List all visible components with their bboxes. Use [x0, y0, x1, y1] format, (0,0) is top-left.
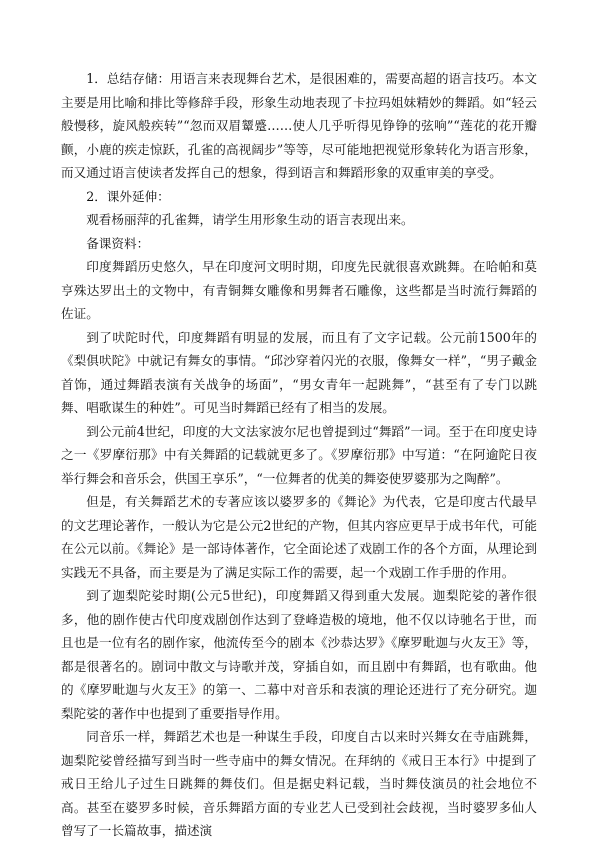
paragraph-materials-heading: 备课资料： — [86, 235, 150, 251]
paragraph-kalidasa: 到了迦梨陀娑时期(公元5世纪)，印度舞蹈又得到重大发展。迦梨陀娑的著作很多，他的剧作使古代印度戏剧创作达到了登峰造极的境地，他不仅以诗驰名于世，而且也是一位有名的剧作家，他流传至今的剧本《沙恭达罗》《摩罗毗迦与火友王》等，都是很著名的。剧词中散文与诗歌并茂，穿插自如，而且剧中有舞蹈，也有歌曲。他的《摩罗毗迦与火友王》的第一、二幕中对音乐和表演的理论还进行了充分研究。迦梨陀娑的著作中也提到了重要指导作用。 — [61, 588, 537, 721]
paragraph-indus-history: 印度舞蹈历史悠久，早在印度河文明时期，印度先民就很喜欢跳舞。在哈帕和莫亨殊达罗出土的文物中，有青铜舞女雕像和男舞者石雕像，这些都是当时流行舞蹈的佐证。 — [61, 259, 537, 321]
paragraph-extension-heading: 2．课外延伸： — [86, 188, 170, 204]
document-body — [61, 67, 537, 843]
paragraph-temple-dancers: 同音乐一样，舞蹈艺术也是一种谋生手段，印度自古以来时兴舞女在寺庙跳舞，迦梨陀娑曾经描写到当时一些寺庙中的舞女情况。在拜纳的《戒日王本行》中提到了戒日王给儿子过生日跳舞的舞伎们。但是据史料记载，当时舞伎演员的社会地位不高。甚至在婆罗多时候，音乐舞蹈方面的专业艺人已受到社会歧视，当时婆罗多仙人曾写了一长篇故事，描述演 — [61, 729, 537, 838]
paragraph-natyashastra: 但是，有关舞蹈艺术的专著应该以婆罗多的《舞论》为代表，它是印度古代最早的文艺理论著作，一般认为它是公元2世纪的产物，但其内容应更早于成书年代，可能在公元以前。《舞论》是一部诗体著作，它全面论述了戏剧工作的各个方面，从理论到实践无不具备，而主要是为了满足实际工作的需要，起一个戏剧工作手册的作用。 — [61, 494, 537, 580]
paragraph-ramayana: 到公元前4世纪，印度的大文法家波尔尼也曾提到过“舞蹈”一词。至于在印度史诗之一《罗摩衍那》中有关舞蹈的记载就更多了。《罗摩衍那》中写道：“在阿逾陀日夜举行舞会和音乐会，供国王享乐”，“一位舞者的优美的舞姿使罗婆那为之陶醉”。 — [61, 423, 537, 486]
paragraph-vedic-period: 到了吠陀时代，印度舞蹈有明显的发展，而且有了文字记载。公元前1500年的《梨俱吠陀》中就记有舞女的事情。“邱沙穿着闪光的衣服，像舞女一样”，“男子戴金首饰，通过舞蹈表演有关战争的场面”，“男女青年一起跳舞”，“甚至有了专门以跳舞、唱歌谋生的种姓”。可见当时舞蹈已经有了相当的发展。 — [61, 329, 537, 415]
paragraph-summary: 1．总结存储：用语言来表现舞台艺术，是很困难的，需要高超的语言技巧。本文主要是用比喻和排比等修辞手段，形象生动地表现了卡拉玛姐妹精妙的舞蹈。如“轻云般慢移，旋风般疾转”“忽而双眉颦蹙……使人几乎听得见铮铮的弦响”“莲花的花开瓣颤，小鹿的疾走惊跃，孔雀的高视阔步”等等，尽可能地把视觉形象转化为语言形象，而又通过语言使读者发挥自己的想象，得到语言和舞蹈形象的双重审美的享受。 — [61, 71, 537, 180]
paragraph-extension-task: 观看杨丽萍的孔雀舞，请学生用形象生动的语言表现出来。 — [86, 212, 414, 227]
